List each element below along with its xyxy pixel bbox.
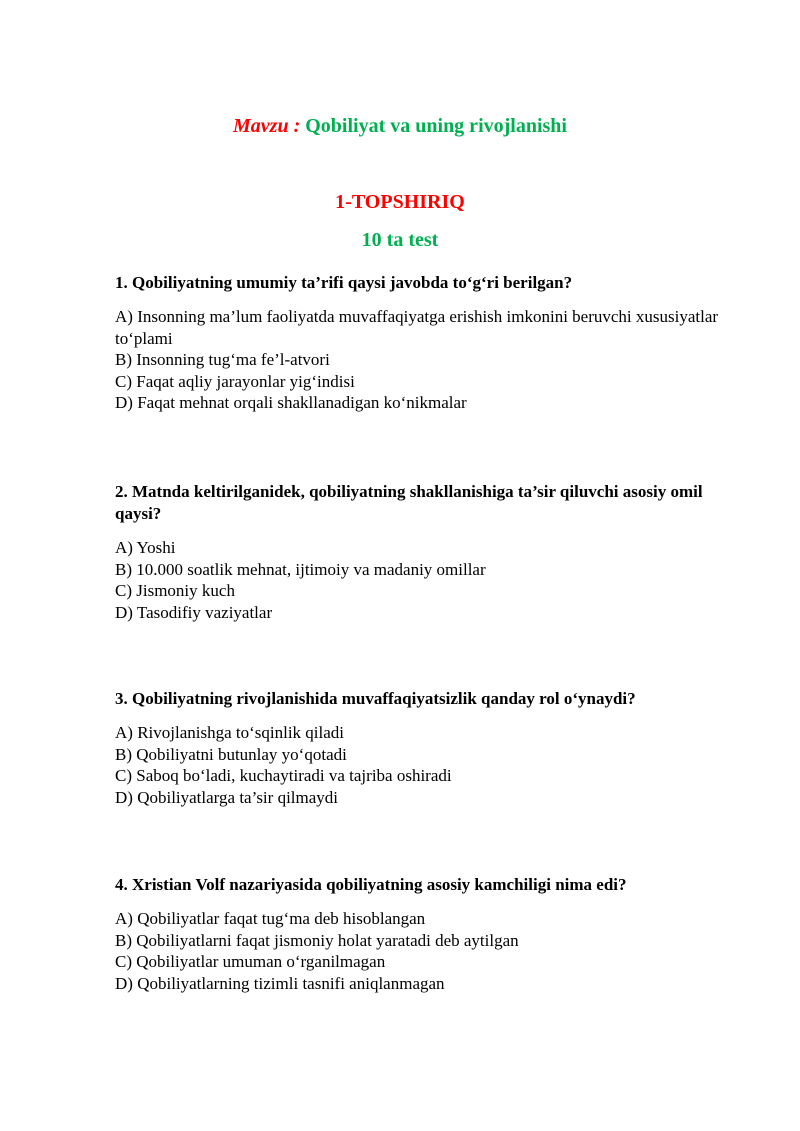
answer-option-d: D) Tasodifiy vaziyatlar: [115, 602, 273, 622]
question-text: 1. Qobiliyatning umumiy ta’rifi qaysi javobda to‘g‘ri berilgan?: [115, 273, 573, 292]
question-3: [115, 688, 735, 808]
answer-option-a: A) Rivojlanishga to‘sqinlik qiladi: [115, 723, 345, 742]
answer-option-d: D) Faqat mehnat orqali shakllanadigan ko‘nikmalar: [115, 393, 467, 412]
answer-option-c: C) Jismoniy kuch: [115, 581, 235, 600]
task-title: 1-TOPSHIRIQ: [335, 191, 465, 213]
answer-option-b: B) Qobiliyatlarni faqat jismoniy holat yaratadi deb aytilgan: [115, 930, 519, 950]
answer-option-a: A) Yoshi: [115, 538, 176, 557]
topic-title: Qobiliyat va uning rivojlanishi: [305, 115, 567, 137]
answer-option-c: C) Qobiliyatlar umuman o‘rganilmagan: [115, 952, 386, 971]
answer-options: [115, 908, 735, 994]
question-4: [115, 874, 735, 994]
question-text: 4. Xristian Volf nazariyasida qobiliyatning asosiy kamchiligi nima edi?: [115, 875, 627, 894]
answer-option-b: B) 10.000 soatlik mehnat, ijtimoiy va madaniy omillar: [115, 559, 486, 579]
question-text: 2. Matnda keltirilganidek, qobiliyatning shakllanishiga ta’sir qiluvchi asosiy omil qaysi?: [115, 482, 703, 523]
answer-option-d: D) Qobiliyatlarning tizimli tasnifi aniqlanmagan: [115, 973, 445, 993]
question-text: 3. Qobiliyatning rivojlanishida muvaffaqiyatsizlik qanday rol o‘ynaydi?: [115, 689, 636, 708]
answer-option-a: A) Insonning ma’lum faoliyatda muvaffaqiyatga erishish imkonini beruvchi xususiyatlar to‘plami: [115, 307, 719, 348]
task-subtitle: 10 ta test: [361, 229, 439, 251]
question-2: [115, 481, 735, 623]
answer-options: [115, 722, 735, 808]
answer-option-c: C) Faqat aqliy jarayonlar yig‘indisi: [115, 371, 355, 391]
answer-option-a: A) Qobiliyatlar faqat tug‘ma deb hisoblangan: [115, 909, 426, 928]
answer-option-b: B) Qobiliyatni butunlay yo‘qotadi: [115, 744, 347, 764]
answer-option-c: C) Saboq bo‘ladi, kuchaytiradi va tajriba oshiradi: [115, 766, 452, 785]
topic-heading: [0, 112, 800, 140]
answer-option-d: D) Qobiliyatlarga ta’sir qilmaydi: [115, 787, 339, 807]
answer-options: [115, 537, 735, 623]
answer-options: [115, 306, 735, 414]
topic-label: Mavzu :: [233, 115, 301, 137]
answer-option-b: B) Insonning tug‘ma fe’l-atvori: [115, 350, 330, 369]
question-1: [115, 272, 735, 414]
